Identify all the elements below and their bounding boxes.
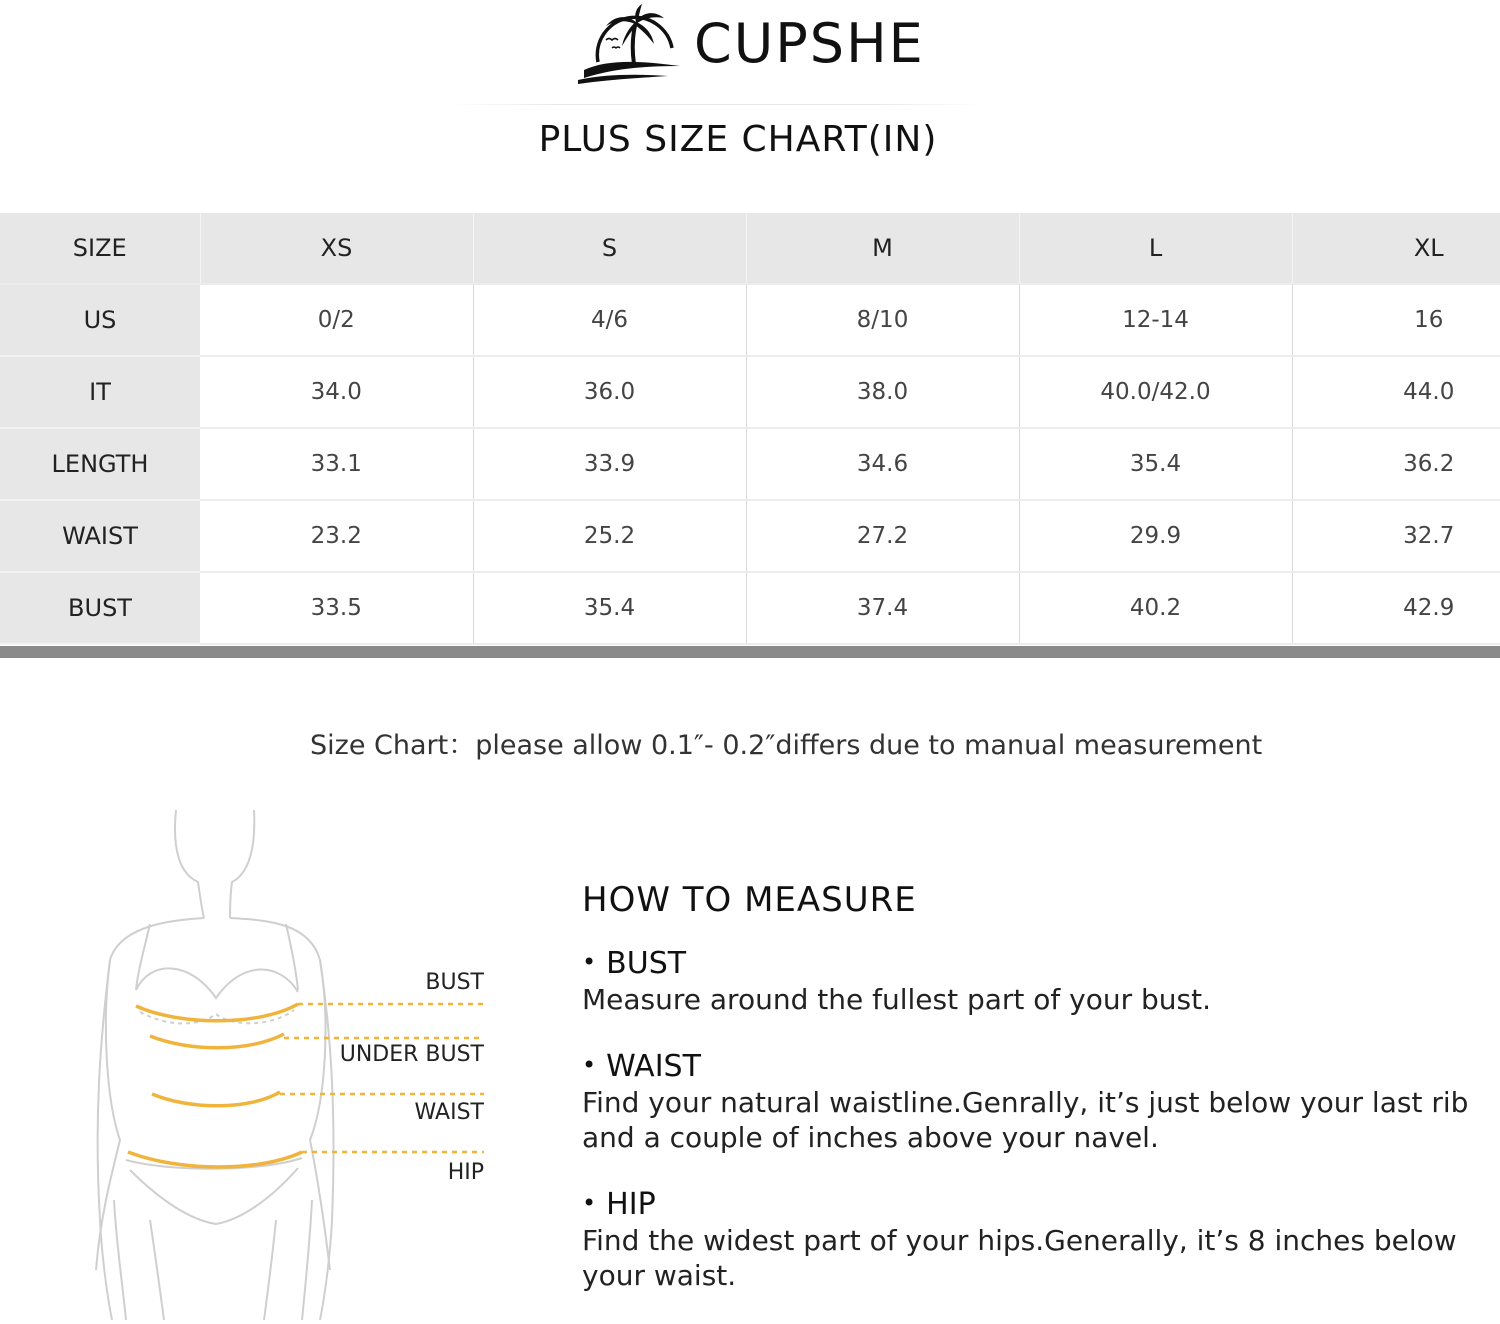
bullet-icon: • [582, 1189, 597, 1217]
page-title: PLUS SIZE CHART(IN) [538, 119, 938, 160]
column-header: SIZE [0, 213, 200, 284]
table-cell: 34.6 [746, 428, 1019, 500]
row-header: BUST [0, 572, 200, 644]
figure-label-bust: BUST [425, 970, 484, 995]
table-cell: 36.0 [473, 356, 746, 428]
table-cell: 35.4 [1019, 428, 1292, 500]
table-cell: 33.1 [200, 428, 473, 500]
table-cell: 40.0/42.0 [1019, 356, 1292, 428]
row-header: US [0, 284, 200, 356]
brand-logo [576, 0, 925, 90]
table-cell: 42.9 [1292, 572, 1500, 644]
item-heading: HIP [606, 1187, 656, 1222]
measure-item-bust [582, 944, 1482, 1017]
table-cell: 38.0 [746, 356, 1019, 428]
row-header: WAIST [0, 500, 200, 572]
table-cell: 16 [1292, 284, 1500, 356]
brand-name: CUPSHE [694, 12, 925, 75]
bullet-icon: • [582, 948, 597, 976]
figure-label-hip: HIP [447, 1160, 484, 1185]
table-cell: 29.9 [1019, 500, 1292, 572]
column-header: M [746, 213, 1019, 284]
table-cell: 12-14 [1019, 284, 1292, 356]
row-header: LENGTH [0, 428, 200, 500]
table-cell: 37.4 [746, 572, 1019, 644]
table-row [0, 284, 1500, 356]
measure-item-waist [582, 1047, 1482, 1155]
table-header-row [0, 213, 1500, 284]
table-cell: 33.5 [200, 572, 473, 644]
table-row [0, 572, 1500, 644]
body-measurement-figure-icon [80, 800, 500, 1320]
column-header: S [473, 213, 746, 284]
item-description: Measure around the fullest part of your bust. [582, 983, 1212, 1016]
table-cell: 40.2 [1019, 572, 1292, 644]
column-header: XL [1292, 213, 1500, 284]
table-row [0, 500, 1500, 572]
palm-tree-wave-icon [576, 0, 686, 90]
size-chart-table [0, 213, 1500, 645]
column-header: L [1019, 213, 1292, 284]
table-row [0, 428, 1500, 500]
column-header: XS [200, 213, 473, 284]
table-cell: 44.0 [1292, 356, 1500, 428]
table-cell: 36.2 [1292, 428, 1500, 500]
table-bottom-bar [0, 646, 1500, 658]
item-heading: BUST [606, 946, 687, 981]
measure-item-hip [582, 1185, 1482, 1293]
figure-label-waist: WAIST [414, 1100, 484, 1125]
table-cell: 33.9 [473, 428, 746, 500]
item-heading: WAIST [606, 1049, 701, 1084]
table-cell: 4/6 [473, 284, 746, 356]
table-row [0, 356, 1500, 428]
row-header: IT [0, 356, 200, 428]
table-cell: 34.0 [200, 356, 473, 428]
item-description: Find the widest part of your hips.Generally, it’s 8 inches below your waist. [582, 1224, 1457, 1292]
bullet-icon: • [582, 1051, 597, 1079]
table-cell: 32.7 [1292, 500, 1500, 572]
table-cell: 27.2 [746, 500, 1019, 572]
how-to-measure-section [582, 878, 1482, 1323]
table-cell: 8/10 [746, 284, 1019, 356]
measurement-note: Size Chart：please allow 0.1″- 0.2″differs due to manual measurement [310, 730, 1263, 761]
figure-label-under-bust: UNDER BUST [339, 1042, 484, 1067]
table-cell: 23.2 [200, 500, 473, 572]
table-cell: 35.4 [473, 572, 746, 644]
item-description: Find your natural waistline.Genrally, it’s just below your last rib and a couple of inches above your navel. [582, 1086, 1469, 1154]
table-cell: 25.2 [473, 500, 746, 572]
section-title: HOW TO MEASURE [582, 880, 917, 920]
table-cell: 0/2 [200, 284, 473, 356]
header-divider [448, 104, 984, 105]
